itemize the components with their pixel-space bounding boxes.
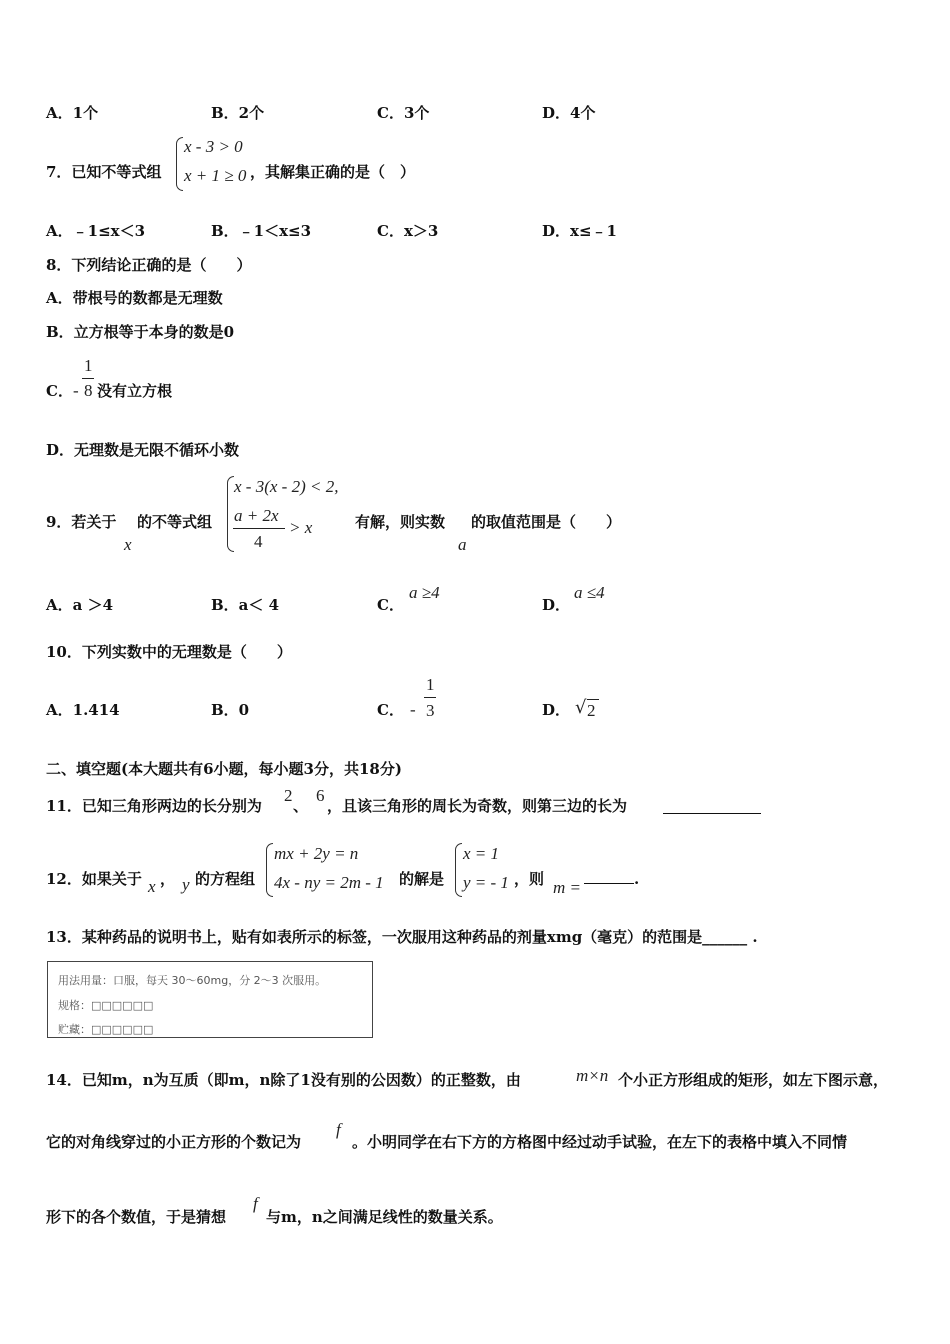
q6-option-a: A．1个	[46, 104, 99, 122]
q7-stem-suffix: ，其解集正确的是（ ）	[250, 163, 416, 181]
q6-option-d: D．4个	[542, 104, 596, 122]
q7-stem-prefix: 7．已知不等式组	[46, 163, 162, 181]
q11-stem-prefix: 11．已知三角形两边的长分别为	[46, 797, 262, 815]
q10-option-a: A．1.414	[46, 701, 120, 719]
q14-f-symbol-1: f	[336, 1120, 341, 1139]
q8-option-b: B．立方根等于本身的数是0	[46, 323, 235, 341]
q8-option-c-label: C．	[46, 382, 73, 400]
q10-option-c-numerator: 1	[426, 675, 435, 694]
q9-equation-1: x - 3(x - 2) < 2,	[234, 477, 339, 496]
q7-option-b: B．﹣1＜x≤3	[211, 222, 312, 240]
q14-line-3b: 与m，n之间满足线性的数量关系。	[266, 1208, 503, 1226]
q9-option-b: B．a＜ 4	[211, 596, 280, 614]
q12-answer-blank[interactable]	[584, 882, 634, 884]
q10-option-c-fraction-bar	[424, 697, 436, 698]
q8-option-c-numerator: 1	[84, 356, 93, 375]
q8-option-c-fraction-bar	[82, 378, 94, 379]
q12-then: ，则	[514, 870, 545, 888]
q8-option-c-minus: -	[73, 381, 79, 400]
q8-option-c-text: 没有立方根	[97, 382, 173, 400]
q7-option-a: A．﹣1≤x＜3	[46, 222, 146, 240]
q9-fraction-bar	[233, 528, 285, 529]
q14-m-times-n: m×n	[576, 1066, 609, 1085]
q10-option-d-label: D．	[542, 701, 571, 719]
q12-system-brace	[266, 843, 273, 897]
q10-option-c-minus: -	[410, 700, 416, 719]
q14-line-1b: 个小正方形组成的矩形，如左下图示意，	[618, 1071, 889, 1089]
q11-stem-suffix: ，且该三角形的周长为奇数，则第三边的长为	[327, 797, 628, 815]
q6-option-b: B．2个	[211, 104, 265, 122]
q11-answer-blank[interactable]	[663, 812, 761, 814]
q13-stem: 13．某种药品的说明书上，贴有如表所示的标签，一次服用这种药品的剂量xmg（毫克）的范围是______ .	[46, 928, 758, 946]
q10-option-d-radicand: 2	[587, 701, 596, 720]
q9-fraction-relation: > x	[289, 518, 313, 537]
q12-stem-prefix: 12．如果关于	[46, 870, 142, 888]
q12-solution-1: x = 1	[463, 844, 500, 863]
q10-option-c-label: C．	[377, 701, 404, 719]
q9-stem-suffix-2: 的取值范围是（ ）	[471, 513, 622, 531]
q8-option-d: D．无理数是无限不循环小数	[46, 441, 240, 459]
q12-equation-1: mx + 2y = n	[274, 844, 359, 863]
q14-line-1a: 14．已知m，n为互质（即m，n除了1没有别的公因数）的正整数，由	[46, 1071, 521, 1089]
q10-option-b: B．0	[211, 701, 250, 719]
q10-stem: 10．下列实数中的无理数是（ ）	[46, 643, 292, 661]
medicine-label-usage: 用法用量：口服，每天 30～60mg，分 2～3 次服用。	[58, 974, 327, 987]
q12-comma: ，	[160, 870, 176, 888]
q8-option-c-denominator: 8	[84, 381, 93, 400]
q10-option-d-radical-bar	[587, 699, 599, 700]
q12-stem-mid-2: 的解是	[399, 870, 445, 888]
sqrt-icon: √	[575, 697, 587, 718]
q9-variable-x: x	[124, 535, 132, 554]
q9-stem-prefix: 9．若关于	[46, 513, 117, 531]
q14-line-2a: 它的对角线穿过的小正方形的个数记为	[46, 1133, 302, 1151]
q14-f-symbol-2: f	[253, 1194, 258, 1213]
q12-variable-m: m =	[553, 878, 581, 897]
q6-option-c: C．3个	[377, 104, 430, 122]
medicine-label-storage: 贮藏：□□□□□□	[58, 1023, 154, 1036]
q8-option-a: A．带根号的数都是无理数	[46, 289, 223, 307]
q14-line-3a: 形下的各个数值，于是猜想	[46, 1208, 227, 1226]
q9-stem-suffix-1: 有解，则实数	[355, 513, 446, 531]
q7-brace	[176, 137, 183, 191]
q12-equation-2: 4x - ny = 2m - 1	[274, 873, 384, 892]
q11-number-2: 6	[316, 786, 325, 805]
q9-stem-mid: 的不等式组	[137, 513, 213, 531]
q12-variable-y: y	[182, 875, 190, 894]
q9-option-c-label: C．	[377, 596, 404, 614]
q9-fraction-denominator: 4	[254, 532, 263, 551]
q12-variable-x: x	[148, 877, 156, 896]
q7-option-c: C．x＞3	[377, 222, 439, 240]
q12-stem-mid: 的方程组	[195, 870, 256, 888]
q7-equation-1: x - 3 > 0	[184, 137, 243, 156]
q12-solution-2: y = - 1	[463, 873, 509, 892]
q11-number-1: 2	[284, 786, 293, 805]
q9-option-d-math: a ≤4	[574, 583, 605, 602]
q7-equation-2: x + 1 ≥ 0	[184, 166, 247, 185]
q9-option-d-label: D．	[542, 596, 571, 614]
q12-solution-brace	[455, 843, 462, 897]
medicine-label-spec: 规格：□□□□□□	[58, 999, 154, 1012]
section-2-heading: 二、填空题(本大题共有6小题，每小题3分，共18分)	[46, 760, 402, 778]
q10-option-c-denominator: 3	[426, 701, 435, 720]
q11-separator: 、	[293, 797, 309, 815]
q9-option-a: A．a ＞4	[46, 596, 114, 614]
q9-option-c-math: a ≥4	[409, 583, 440, 602]
medicine-label-box	[47, 961, 373, 1038]
q9-brace	[227, 476, 234, 552]
q14-line-2b: 。小明同学在右下方的方格图中经过动手试验，在左下的表格中填入不同情	[352, 1133, 848, 1151]
q9-fraction-numerator: a + 2x	[234, 506, 279, 525]
q8-stem: 8．下列结论正确的是（ ）	[46, 256, 252, 274]
q12-end-period: .	[634, 870, 640, 888]
q7-option-d: D．x≤﹣1	[542, 222, 617, 240]
q9-variable-a: a	[458, 535, 467, 554]
